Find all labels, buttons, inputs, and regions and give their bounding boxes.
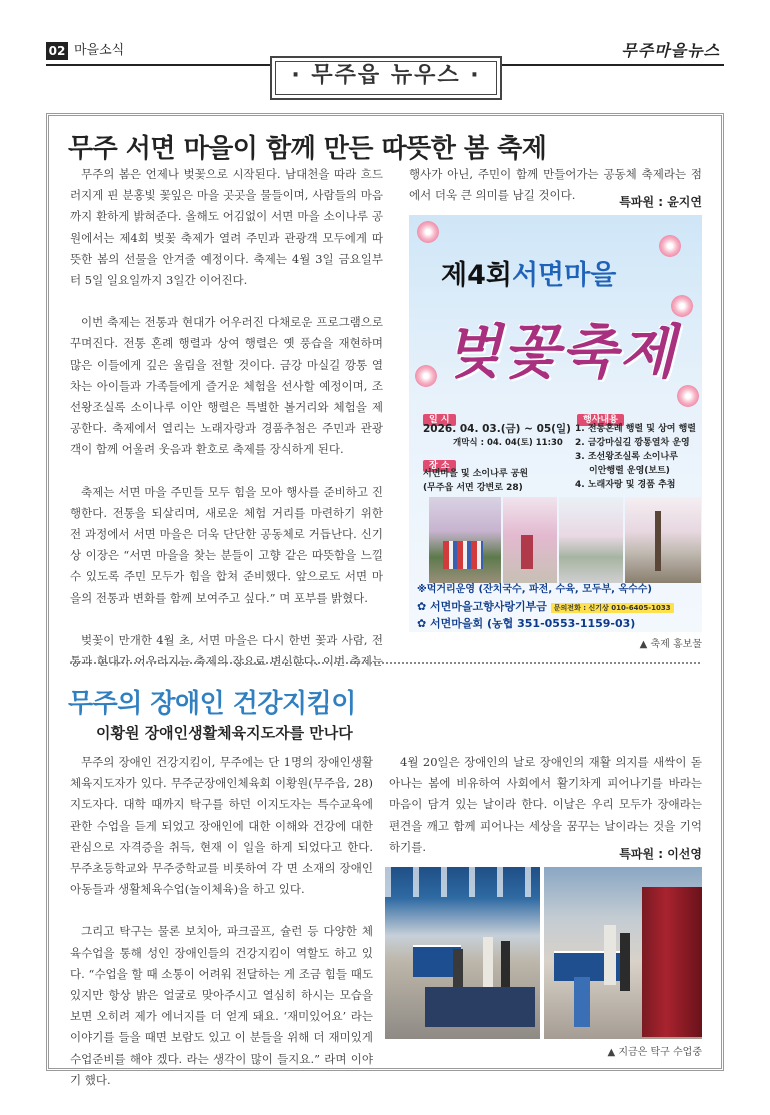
poster-script-title: 벚꽃축제 [445, 318, 678, 386]
article2-column-left [70, 752, 373, 1112]
poster-tag-date: 일 시 [423, 414, 456, 426]
festival-poster [409, 215, 702, 632]
table-tennis-photo-left [385, 867, 540, 1039]
poster-event: 1. 전통혼례 행렬 및 상여 행렬 [575, 424, 696, 434]
poster-title: 제4회서면마을 [441, 260, 617, 291]
article2-caption: ▲ 지금은 탁구 수업중 [607, 1047, 702, 1058]
poster-tag-events: 행사내용 [577, 414, 624, 426]
poster-date: 2026. 04. 03.(금) ~ 05(일) [423, 423, 571, 435]
article2-paragraph: 4월 20일은 장애인의 날로 장애인의 재활 의지를 새싹이 돋아나는 봄에 비유하여 사회에서 활기차게 피어나기를 바라는 마음이 담겨 있는 날이라 한다. 이날은 우리 모두가 장애라는 편견을 깨고 함께 피어나는 세상을 꿈꾸는 날이라는 것을 기억하기를. [389, 755, 702, 854]
article1-paragraph: 이번 축제는 전통과 현대가 어우러진 다채로운 프로그램으로 꾸며진다. 전통 혼례 행렬과 상여 행렬은 옛 풍습을 재현하며 많은 이들에게 깊은 울림을 전할 것이다. 금강 마실길 깡통 열차는 아이들과 가족들에게 즐거운 체험을 선사할 예정이며, 조선왕조실록 소이나루 이안 행렬은 특별한 볼거리와 체험을 제공한다. 축제에서 열리는 노래자랑과 경품추첨은 주민과 관광객이 함께 어울려 웃음과 환호로 축제를 장식하게 된다. [70, 315, 383, 457]
poster-inquiry: 문의전화 : 신기상 010-6405-1033 [551, 603, 674, 613]
section-label: 마을소식 [74, 43, 125, 58]
poster-event: 이안행렬 운영(보트) [589, 466, 670, 476]
article1-paragraph: 무주의 봄은 언제나 벚꽃으로 시작된다. 남대천을 따라 흐드러지게 핀 분홍빛 꽃잎은 마을 곳곳을 물들이며, 사람들의 마음까지 환하게 밝혀준다. 올해도 어김없이 서면 마을 소이나루 공원에서는 제4회 벚꽃 축제가 열려 주민과 관광객 모두에게 따뜻한 봄의 선물을 안겨줄 예정이다. 축제는 4월 3일 금요일부터 5일 일요일까지 3일간 이어진다. [70, 167, 383, 288]
poster-tag-place: 장 소 [423, 460, 456, 472]
page-number: 02 [46, 42, 68, 60]
poster-opening: 개막식 : 04. 04(토) 11:30 [453, 438, 563, 448]
article1-paragraph-continued: 행사가 아닌, 주민이 함께 만들어가는 공동체 축제라는 점에서 더욱 큰 의미를 남길 것이다. [409, 167, 702, 203]
masthead-logo: 무주마을뉴스 [621, 41, 720, 60]
article1-reporter: 특파원 : 윤지연 [619, 195, 702, 209]
poster-bottom-info [417, 581, 697, 632]
article2-paragraph: 그리고 탁구는 물론 보치아, 파크골프, 슐런 등 다양한 체육수업을 통해 성인 장애인들의 건강지킴이 역할도 하고 있다. “수업을 할 때 소통이 어려워 전달하는 게 조금 힘들 때도 있지만 항상 밝은 얼굴로 맞아주시고 열심히 하시는 모습을 보면 오히려 제가 에너지를 더 얻게 돼요. ‘재미있어요’ 라는 이야기를 들을 때면 보람도 있고 이 분들을 위해 더 재미있게 수업준비를 해야 겠다. 라는 생각이 많이 들지요.” 라며 이야기 했다. [70, 924, 373, 1087]
poster-place-line: 서면마을 및 소이나루 공원 [423, 469, 529, 479]
article1-paragraph: 벚꽃이 만개한 4월 초, 서면 마을은 다시 한번 꽃과 사람, 전통과 현대가 어우러지는 축제의 장으로 변신한다. 이번 축제는 [70, 632, 383, 669]
poster-photo-street [625, 497, 701, 583]
poster-photo-blossoms [503, 497, 557, 583]
poster-event: 3. 조선왕조실록 소이나루 [575, 452, 678, 462]
poster-place-line: (무주읍 서면 강변로 28) [423, 483, 523, 493]
poster-photo-strip [429, 497, 701, 583]
poster-photo-park [559, 497, 623, 583]
article2-paragraph: 무주의 장애인 건강지킴이, 무주에는 단 1명의 장애인생활체육지도자가 있다. 무주군장애인체육회 이황원(무주읍, 28) 지도자다. 대학 때까지 탁구를 하던 이지도자는 특수교육에 관한 수업을 듣게 되었고 장애인에 대한 이해와 건강에 대한 관심으로 자격증을 취득, 현재 이 일을 하게 되었다고 한다. 무주초등학교와 무주중학교를 비롯하여 각 면 소재의 장애인 아동들과 생활체육수업(놀이체육)을 하고 있다. [70, 755, 373, 897]
blossom-icon [659, 235, 681, 257]
poster-event: 2. 금강마실길 깡통열차 운영 [575, 438, 690, 448]
article1-title: 무주 서면 마을이 함께 만든 따뜻한 봄 축제 [68, 134, 547, 164]
article2-subtitle: 이황원 장애인생활체육지도자를 만나다 [96, 724, 353, 742]
blossom-icon [415, 365, 437, 387]
article1-paragraph: 축제는 서면 마을 주민들 모두 힘을 모아 행사를 준비하고 진행한다. 전통을 되살리며, 새로운 체험 거리를 마련하기 위한 전 과정에서 서면 마을은 더욱 단단한 공동체로 거듭난다. 신기상 이장은 “서면 마을을 찾는 분들이 고향 같은 따뜻함을 느낄 수 있도록 주민 모두가 힘을 합쳐 준비했다. 앞으로도 서면 마을의 전통과 변화를 함께 보여주고 싶다.” 며 포부를 밝혔다. [70, 484, 383, 605]
blossom-icon [417, 221, 439, 243]
newsletter-title: · 무주읍 뉴우스 · [270, 56, 502, 100]
article2-reporter: 특파원 : 이선영 [619, 847, 702, 861]
article1-caption: ▲ 축제 홍보물 [639, 639, 702, 650]
article2-title: 무주의 장애인 건강지킴이 [68, 689, 356, 719]
table-tennis-photo-right [544, 867, 702, 1039]
article1-column-left [70, 164, 383, 693]
poster-account-line: ✿ 서면마을회 (농협 351-0553-1159-03) [417, 617, 636, 630]
poster-donation-line: ✿ 서면마을고향사랑기부금 문의전화 : 신기상 010-6405-1033 [417, 598, 697, 615]
article-divider [70, 662, 700, 664]
poster-food-line: ※먹거리운영 (잔치국수, 파전, 수육, 모두부, 옥수수) [417, 584, 653, 595]
poster-event: 4. 노래자랑 및 경품 추첨 [575, 480, 676, 490]
poster-photo-procession [429, 497, 501, 583]
blossom-icon [677, 385, 699, 407]
